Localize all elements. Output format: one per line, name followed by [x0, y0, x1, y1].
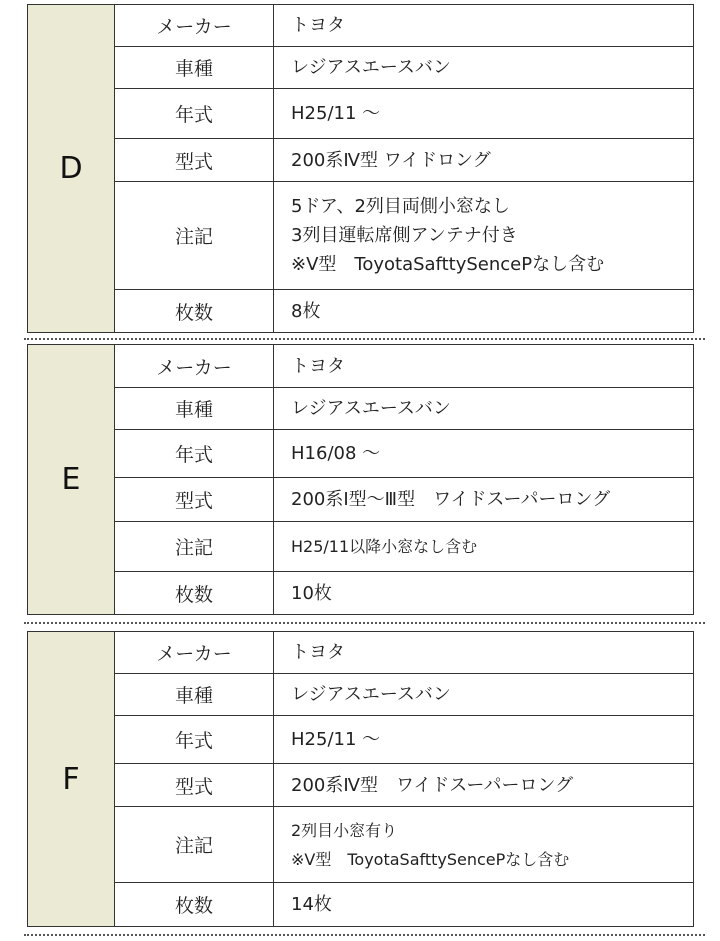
- row-maker: [115, 345, 693, 387]
- block-letter: F: [28, 632, 115, 926]
- value-model: [274, 388, 693, 429]
- value-notes: [274, 807, 693, 882]
- value-count: [274, 572, 693, 614]
- value-year: [274, 89, 693, 138]
- value-line: レジアスエースバン: [291, 398, 451, 419]
- label-notes: 注記: [115, 522, 274, 571]
- label-count: 枚数: [115, 883, 274, 926]
- row-type: [115, 138, 693, 181]
- value-notes: [274, 182, 693, 289]
- spec-block-d: [27, 4, 694, 333]
- label-maker: メーカー: [115, 345, 274, 387]
- value-line: トヨタ: [291, 355, 345, 377]
- value-line: H16/08 ～: [291, 443, 381, 464]
- label-count: 枚数: [115, 572, 274, 614]
- label-model: 車種: [115, 47, 274, 88]
- value-year: [274, 716, 693, 763]
- row-maker: [115, 632, 693, 673]
- value-line: H25/11 ～: [291, 729, 381, 750]
- value-line: 5ドア、2列目両側小窓なし: [291, 196, 510, 217]
- value-line: 200系Ⅰ型～Ⅲ型 ワイドスーパーロング: [291, 489, 611, 510]
- row-model: [115, 673, 693, 715]
- value-model: [274, 674, 693, 715]
- dotted-divider: [24, 338, 705, 340]
- value-line: 8枚: [291, 300, 321, 322]
- label-model: 車種: [115, 388, 274, 429]
- value-line: 3列目運転席側アンテナ付き: [291, 225, 518, 246]
- value-line: 10枚: [291, 582, 332, 604]
- value-model: [274, 47, 693, 88]
- value-count: [274, 290, 693, 332]
- row-year: [115, 715, 693, 763]
- label-count: 枚数: [115, 290, 274, 332]
- label-type: 型式: [115, 139, 274, 181]
- label-notes: 注記: [115, 807, 274, 882]
- value-line: 200系Ⅳ型 ワイドロング: [291, 149, 491, 171]
- value-line: 200系Ⅳ型 ワイドスーパーロング: [291, 774, 574, 796]
- label-model: 車種: [115, 674, 274, 715]
- row-type: [115, 477, 693, 521]
- value-year: [274, 430, 693, 477]
- row-notes: [115, 521, 693, 571]
- value-line: H25/11以降小窓なし含む: [291, 537, 478, 556]
- value-line: レジアスエースバン: [291, 684, 451, 705]
- row-maker: [115, 5, 693, 46]
- value-type: [274, 478, 693, 521]
- value-type: [274, 139, 693, 181]
- dotted-divider: [24, 934, 705, 936]
- row-notes: [115, 181, 693, 289]
- spec-block-e: [27, 344, 694, 615]
- value-line: H25/11 ～: [291, 103, 381, 124]
- row-model: [115, 46, 693, 88]
- value-notes: [274, 522, 693, 571]
- spec-rows: [115, 632, 693, 926]
- value-maker: [274, 5, 693, 46]
- value-line: トヨタ: [291, 15, 345, 36]
- label-maker: メーカー: [115, 5, 274, 46]
- row-notes: [115, 806, 693, 882]
- value-line: ※Ⅴ型 ToyotaSafttySencePなし含む: [291, 849, 570, 869]
- label-year: 年式: [115, 716, 274, 763]
- row-count: [115, 571, 693, 614]
- spec-rows: [115, 5, 693, 332]
- label-year: 年式: [115, 430, 274, 477]
- block-letter: D: [28, 5, 115, 332]
- value-line: 2列目小窓有り: [291, 820, 398, 840]
- value-line: レジアスエースバン: [291, 57, 451, 78]
- label-type: 型式: [115, 764, 274, 806]
- spec-block-f: [27, 631, 694, 927]
- value-maker: [274, 345, 693, 387]
- label-maker: メーカー: [115, 632, 274, 673]
- row-year: [115, 88, 693, 138]
- value-line: トヨタ: [291, 642, 345, 663]
- block-letter: E: [28, 345, 115, 614]
- value-count: [274, 883, 693, 926]
- row-count: [115, 289, 693, 332]
- value-line: 14枚: [291, 894, 332, 915]
- dotted-divider: [24, 622, 705, 624]
- row-type: [115, 763, 693, 806]
- label-notes: 注記: [115, 182, 274, 289]
- label-type: 型式: [115, 478, 274, 521]
- value-maker: [274, 632, 693, 673]
- spec-rows: [115, 345, 693, 614]
- row-count: [115, 882, 693, 926]
- row-year: [115, 429, 693, 477]
- label-year: 年式: [115, 89, 274, 138]
- value-type: [274, 764, 693, 806]
- row-model: [115, 387, 693, 429]
- value-line: ※Ⅴ型 ToyotaSafttySencePなし含む: [291, 254, 605, 275]
